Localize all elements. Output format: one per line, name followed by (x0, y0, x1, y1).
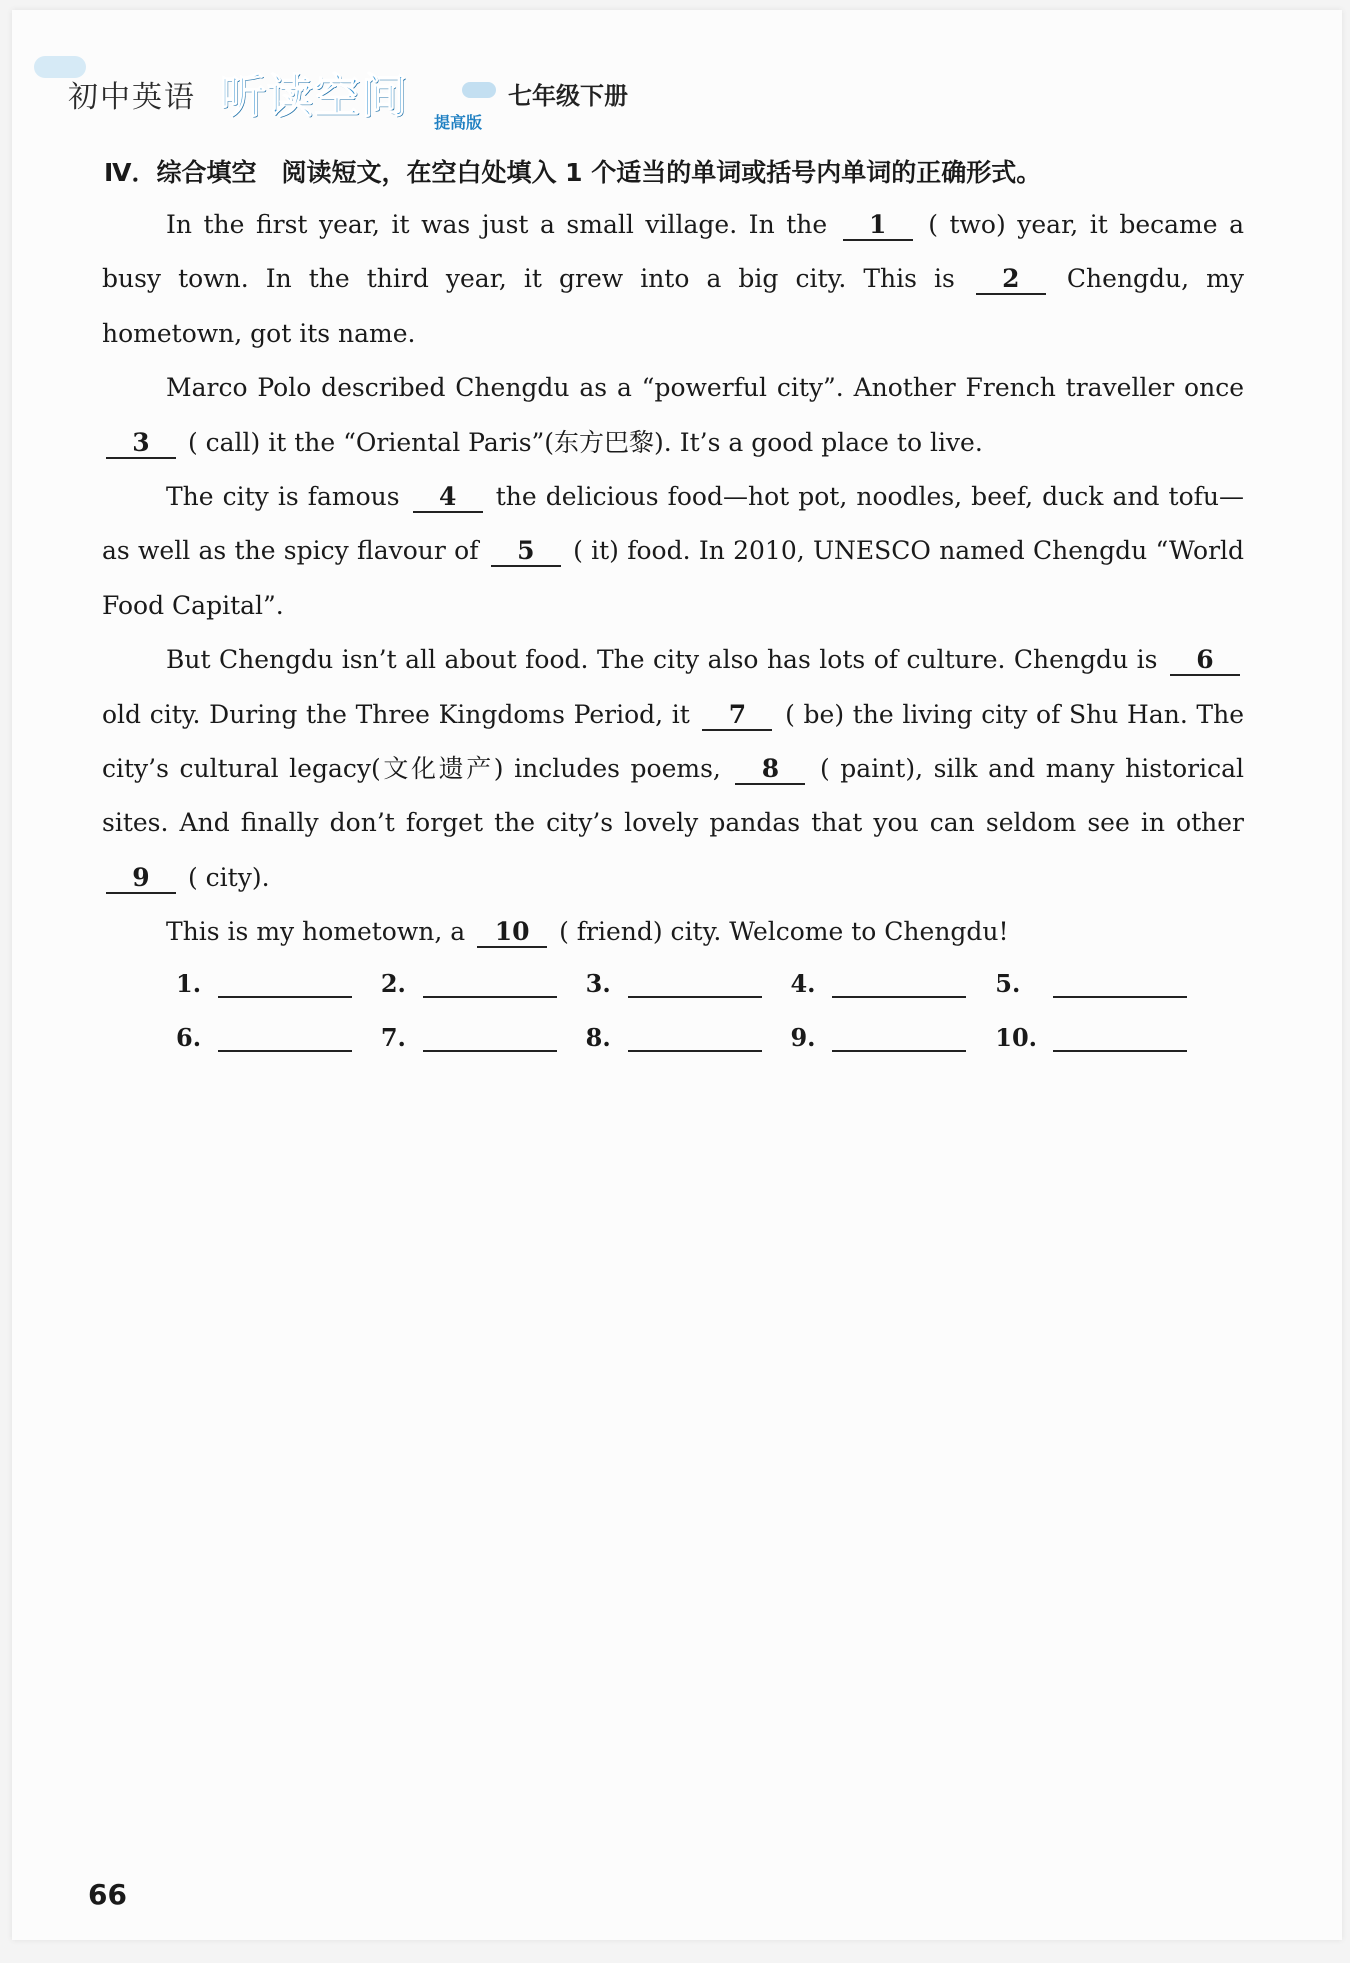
answer-slot[interactable] (176, 968, 381, 998)
paragraph-2 (102, 361, 1244, 470)
grade-label: 七年级下册 (508, 82, 628, 110)
answer-line (628, 996, 762, 998)
paragraph-1 (102, 198, 1244, 361)
answer-line (628, 1050, 762, 1052)
passage-text: ( it) food. In 2010, UNESCO named Chengdu “World Food Capital”. (102, 536, 1245, 620)
answer-slot[interactable] (995, 1022, 1216, 1052)
answer-line (423, 996, 557, 998)
answer-line (423, 1050, 557, 1052)
reading-passage (102, 198, 1244, 960)
blank-10: 10 (477, 918, 547, 948)
paragraph-5 (102, 905, 1244, 959)
answer-slot[interactable] (790, 1022, 995, 1052)
blank-3: 3 (106, 429, 176, 459)
page-number: 66 (88, 1878, 127, 1911)
passage-text: ( be) the living city of Shu Han. The city’s cultural legacy(文化遗产) includes poems, (102, 699, 1244, 784)
answer-line (218, 996, 352, 998)
answer-line (832, 1050, 966, 1052)
blank-4: 4 (413, 483, 483, 513)
answer-line (1053, 996, 1187, 998)
passage-text: ( call) it the “Oriental Paris”(东方巴黎). It’s a good place to live. (187, 427, 983, 457)
answer-number: 2. (380, 968, 406, 998)
answer-row-1 (176, 956, 1216, 1010)
answer-slot[interactable] (995, 968, 1216, 998)
blank-1: 1 (843, 211, 913, 241)
passage-text: But Chengdu isn’t all about food. The city also has lots of culture. Chengdu is (166, 645, 1158, 675)
answer-number: 6. (176, 1022, 202, 1052)
passage-text: the delicious food—hot pot, noodles, beef, duck and tofu—as well as the spicy flavour of (102, 482, 1244, 566)
blank-7: 7 (702, 701, 772, 731)
blank-5: 5 (491, 537, 561, 567)
passage-text: ( city). (187, 862, 270, 892)
passage-text: ( two) year, it became a busy town. In the third year, it grew into a big city. This is (102, 210, 1244, 294)
answer-number: 5. (995, 968, 1021, 998)
paragraph-4 (102, 633, 1244, 905)
answer-row-2 (176, 1010, 1216, 1064)
answer-number: 8. (585, 1022, 611, 1052)
workbook-page (12, 10, 1342, 1940)
answer-number: 9. (790, 1022, 816, 1052)
series-logo: 听读空间 (220, 69, 408, 123)
answer-line (218, 1050, 352, 1052)
passage-text: The city is famous (166, 482, 400, 512)
answer-number: 4. (790, 968, 816, 998)
passage-text: ( friend) city. Welcome to Chengdu! (559, 917, 1009, 947)
answer-slot[interactable] (381, 968, 586, 998)
edition-label: 提高版 (434, 113, 483, 132)
blank-2: 2 (976, 265, 1046, 295)
answer-number: 10. (995, 1022, 1038, 1052)
passage-text: Chengdu, my hometown, got its name. (102, 264, 1244, 348)
answer-number: 3. (585, 968, 611, 998)
answer-line (832, 996, 966, 998)
blank-6: 6 (1170, 646, 1240, 676)
answer-number: 7. (380, 1022, 406, 1052)
answer-line (1053, 1050, 1187, 1052)
answer-area (176, 956, 1216, 1064)
passage-text: Marco Polo described Chengdu as a “powerful city”. Another French traveller once (166, 373, 1244, 403)
answer-slot[interactable] (586, 968, 791, 998)
cloud-decoration-small (462, 82, 496, 98)
passage-text: This is my hometown, a (166, 917, 466, 947)
answer-slot[interactable] (176, 1022, 381, 1052)
series-title: 初中英语 (68, 80, 196, 115)
passage-text: ( paint), silk and many historical sites. And finally don’t forget the city’s lovely pandas that you can seldom see in other (102, 754, 1244, 838)
answer-slot[interactable] (790, 968, 995, 998)
passage-text: old city. During the Three Kingdoms Period, it (102, 699, 690, 729)
book-header (42, 40, 662, 130)
answer-slot[interactable] (586, 1022, 791, 1052)
paragraph-3 (102, 470, 1244, 633)
blank-9: 9 (106, 864, 176, 894)
blank-8: 8 (735, 755, 805, 785)
answer-slot[interactable] (381, 1022, 586, 1052)
answer-number: 1. (176, 968, 202, 998)
passage-text: In the first year, it was just a small village. In the (166, 210, 828, 239)
section-title: Ⅳ．综合填空 阅读短文，在空白处填入 1 个适当的单词或括号内单词的正确形式。 (104, 158, 1042, 187)
